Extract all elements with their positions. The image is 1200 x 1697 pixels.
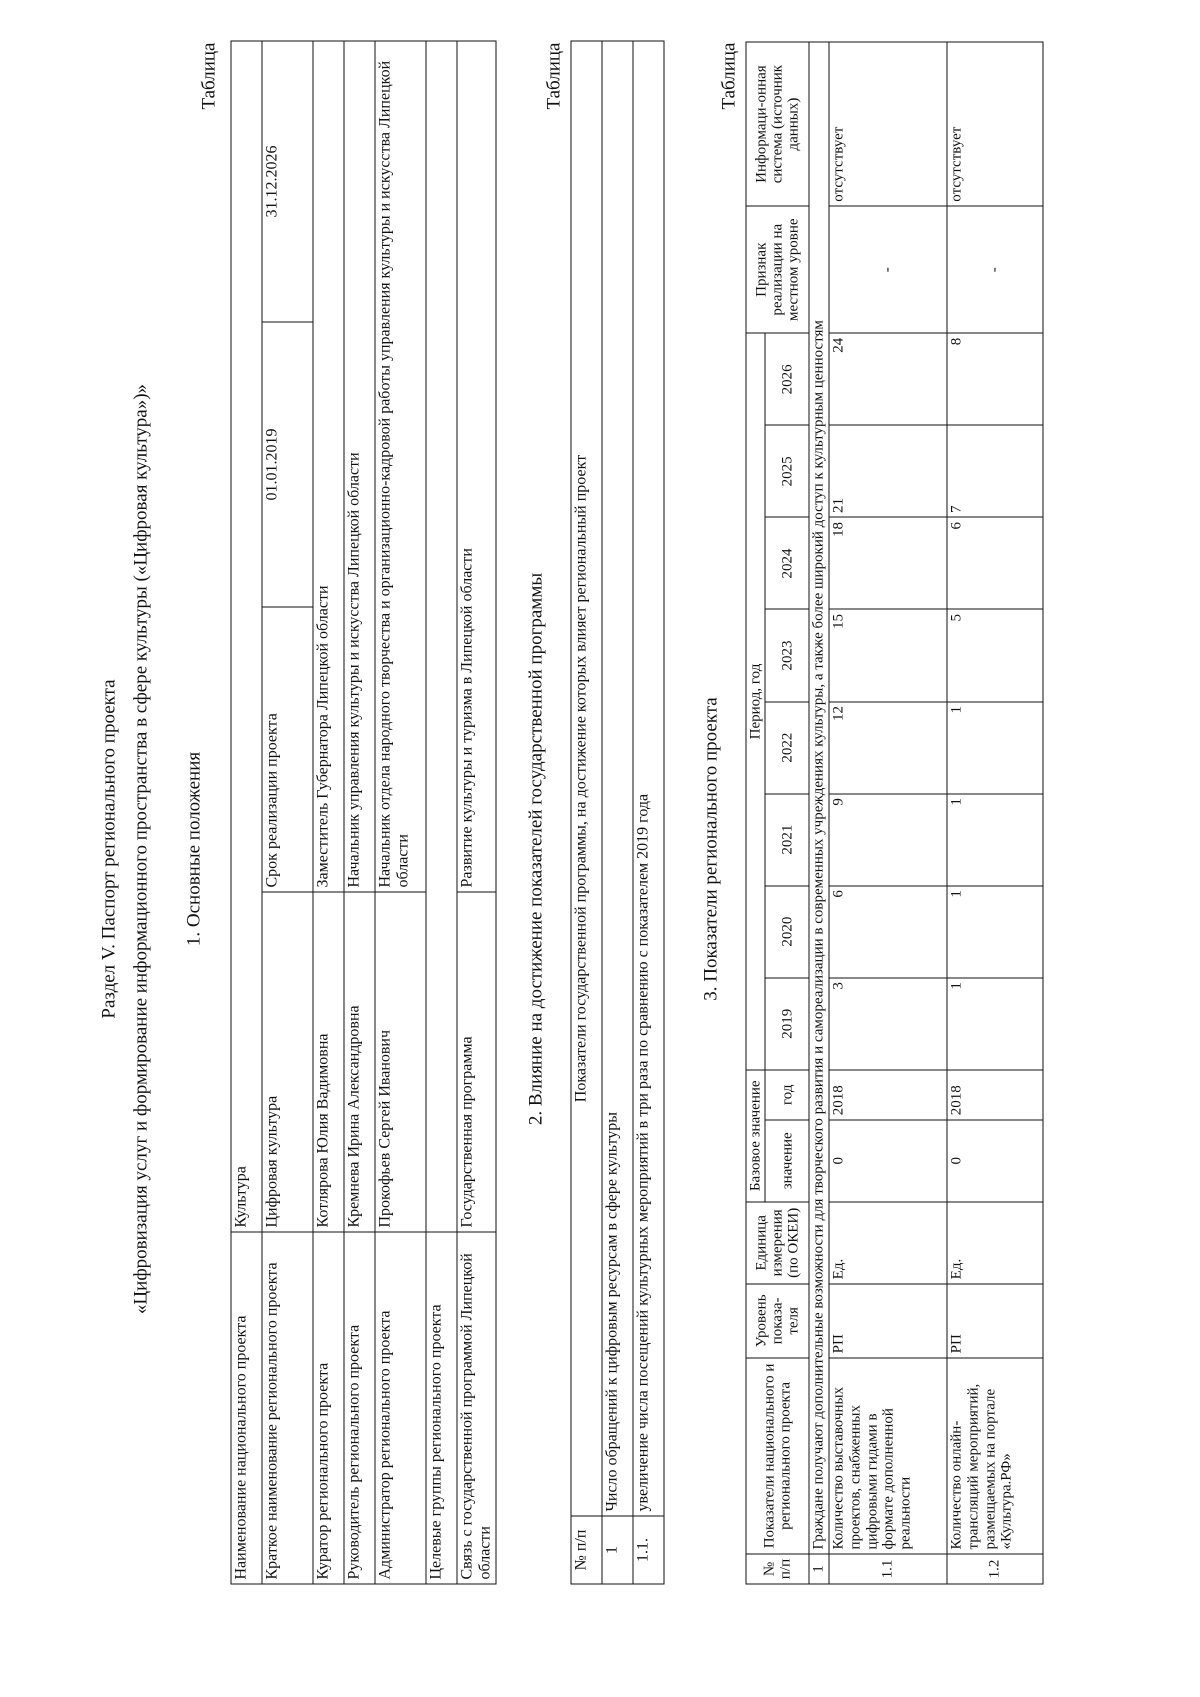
row-num: 1.2: [946, 1553, 1042, 1583]
row-info: отсутствует: [946, 42, 1042, 206]
row-value: Кремнева Ирина Александровна: [344, 892, 375, 1232]
row-text: Число обращений к цифровым ресурсам в сфере культуры: [602, 41, 633, 1516]
col-info-header: Информаци-онная система (источник данных): [746, 42, 809, 206]
row-label: Куратор регионального проекта: [313, 1232, 344, 1584]
row-value: Прокофьев Сергей Иванович: [375, 892, 426, 1232]
group-text: Граждане получают дополнительные возможности для творческого развития и самореализации в современных учреждениях культуры, а также более широкий доступ к культурным ценностям: [809, 42, 829, 1554]
row-label: Наименование национального проекта: [231, 1232, 262, 1584]
col-local-header: Признак реализации на местном уровне: [746, 206, 809, 333]
row-label: Целевые группы регионального проекта: [426, 1232, 457, 1584]
term-end: 31.12.2026: [262, 40, 313, 321]
year-header: 2020: [765, 885, 809, 977]
col-num-header: № п/п: [571, 1516, 602, 1584]
col-name-header: Показатели национального и регионального проекта: [746, 1357, 809, 1553]
row-role: Начальник отдела народного творчества и организационно-кадровой работы управления культуры и искусства Липецкой области: [375, 40, 426, 891]
table-row: [457, 40, 496, 1583]
table-row: [344, 40, 375, 1583]
row-value: Цифровая культура: [262, 892, 313, 1232]
value-cell: 1: [946, 701, 1042, 793]
value-cell: 1: [946, 793, 1042, 885]
project-name: «Цифровизация услуг и формирование информационного пространства в сфере культуры («Цифровая культура»)»: [130, 383, 151, 1314]
row-num: 1: [602, 1516, 633, 1584]
table-row: [602, 41, 633, 1584]
row-value: Котлярова Юлия Вадимовна: [313, 892, 344, 1232]
row-unit: Ед.: [828, 1201, 946, 1283]
section1-title: 1. Основные положения: [183, 751, 204, 946]
col-text-header: Показатели государственной программы, на достижение которых влияет региональный проект: [571, 41, 602, 1516]
col-level-header: Уровень показа-теля: [746, 1283, 809, 1357]
table-header-row: [571, 41, 602, 1584]
col-unit-header: Единица измерения (по ОКЕИ): [746, 1201, 809, 1283]
section-title: Раздел V. Паспорт регионального проекта: [98, 678, 119, 1019]
term-start: 01.01.2019: [262, 322, 313, 607]
term-label: Срок реализации проекта: [262, 607, 313, 892]
col-base-header: Базовое значение: [746, 1069, 765, 1201]
year-header: 2019: [765, 977, 809, 1069]
year-header: 2021: [765, 793, 809, 885]
project-indicators-table: [745, 41, 1043, 1584]
value-cell: 12: [828, 701, 946, 793]
value-cell: 1: [946, 977, 1042, 1069]
year-header: 2023: [765, 609, 809, 701]
row-level: РП: [946, 1283, 1042, 1357]
basic-info-table: [230, 40, 496, 1584]
row-base-year: 2018: [946, 1069, 1042, 1119]
table-row: [262, 40, 313, 1583]
value-cell: 5: [946, 609, 1042, 701]
value-cell: 24: [828, 333, 946, 425]
col-base-year-header: год: [765, 1069, 809, 1119]
row-role: Развитие культуры и туризма в Липецкой области: [457, 40, 496, 891]
table-row: [946, 42, 1042, 1584]
table-row: [231, 40, 262, 1583]
row-local: -: [828, 206, 946, 333]
row-label: Руководитель регионального проекта: [344, 1232, 375, 1584]
program-indicators-table: [570, 40, 664, 1584]
table-row: [828, 42, 946, 1584]
row-base-year: 2018: [828, 1069, 946, 1119]
row-base-value: 0: [946, 1119, 1042, 1201]
row-num: 1.1: [828, 1553, 946, 1583]
col-num-header: № п/п: [746, 1553, 809, 1583]
year-header: 2022: [765, 701, 809, 793]
col-base-value-header: значение: [765, 1119, 809, 1201]
row-unit: Ед.: [946, 1201, 1042, 1283]
table-row: [426, 40, 457, 1583]
section2-table-label: Таблица: [543, 42, 564, 110]
row-value: Государственная программа: [457, 892, 496, 1232]
value-cell: 6: [946, 517, 1042, 609]
row-level: РП: [828, 1283, 946, 1357]
row-value: Культура: [231, 40, 262, 1231]
row-label: Администратор регионального проекта: [375, 1232, 426, 1584]
value-cell: 15: [828, 609, 946, 701]
year-header: 2025: [765, 425, 809, 517]
row-label: Связь с государственной программой Липецкой области: [457, 1232, 496, 1584]
row-base-value: 0: [828, 1119, 946, 1201]
row-role: Заместитель Губернатора Липецкой области: [313, 40, 344, 891]
col-period-header: Период, год: [746, 333, 765, 1069]
table-row: [313, 40, 344, 1583]
row-name: Количество выставочных проектов, снабженных цифровыми гидами в формате дополненной реальности: [828, 1357, 946, 1553]
row-role: Начальник управления культуры и искусства Липецкой области: [344, 40, 375, 891]
row-info: отсутствует: [828, 42, 946, 206]
year-header: 2026: [765, 333, 809, 425]
value-cell: 8: [946, 333, 1042, 425]
row-value: [426, 40, 457, 1231]
year-header: 2024: [765, 517, 809, 609]
value-cell: 18: [828, 517, 946, 609]
value-cell: 6: [828, 885, 946, 977]
section1-table-label: Таблица: [198, 42, 219, 110]
value-cell: 9: [828, 793, 946, 885]
table-row: [633, 41, 664, 1584]
row-num: 1.1.: [633, 1516, 664, 1584]
row-text: увеличение числа посещений культурных мероприятий в три раза по сравнению с показателем 2019 года: [633, 41, 664, 1516]
section3-title: 3. Показатели регионального проекта: [700, 696, 721, 1001]
value-cell: 7: [946, 425, 1042, 517]
section3-table-label: Таблица: [718, 42, 739, 110]
row-name: Количество онлайн-трансляций мероприятий, размещаемых на портале «Культура.РФ»: [946, 1357, 1042, 1553]
section2-title: 2. Влияние на достижение показателей государственной программы: [525, 572, 546, 1125]
group-row: [809, 42, 829, 1584]
value-cell: 3: [828, 977, 946, 1069]
table-header-row: [746, 42, 765, 1584]
group-num: 1: [809, 1553, 829, 1583]
value-cell: 1: [946, 885, 1042, 977]
value-cell: 21: [828, 425, 946, 517]
row-label: Краткое наименование регионального проекта: [262, 1232, 313, 1584]
row-local: -: [946, 206, 1042, 333]
table-row: [375, 40, 426, 1583]
